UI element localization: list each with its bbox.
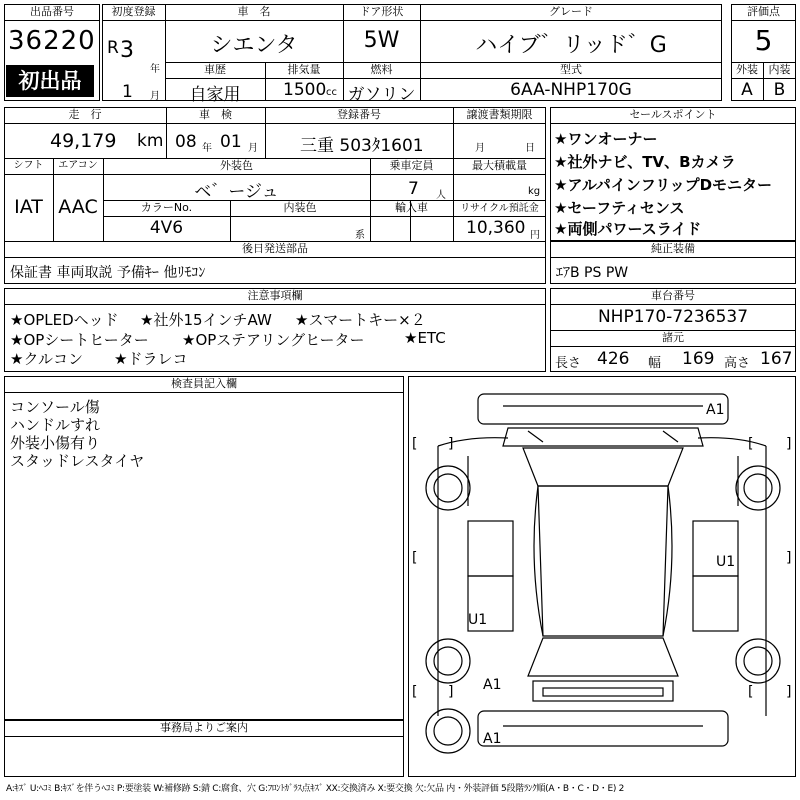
inspector-note: コンソール傷 [10, 398, 100, 416]
exterior-color: ベ゛ージュ [194, 182, 279, 202]
import-label: 輸入車 [395, 201, 428, 214]
inspector-note: スタッドレスタイヤ [10, 452, 145, 470]
length: 426 [597, 349, 630, 369]
sales-points-label: セールスポイント [629, 108, 717, 121]
first-registration-label: 初度登録 [111, 5, 156, 18]
svg-text:]: ] [786, 436, 792, 452]
registration-year: 3 [120, 38, 134, 63]
equipment: ｴｱB PS PW [556, 265, 629, 281]
fuel: ガソリン [347, 85, 416, 105]
car-diagram [408, 376, 796, 777]
note-item: ★ドラレコ [114, 350, 188, 368]
month-unit: 月 [150, 91, 160, 102]
sales-point: ★社外ナビ、TV、Bカメラ [554, 153, 736, 171]
interior-label: 内装 [768, 63, 791, 76]
width-label: 幅 [648, 356, 662, 371]
svg-text:[: [ [748, 684, 754, 700]
inspector-label: 検査員記入欄 [171, 377, 237, 390]
car-name: シエンタ [210, 33, 298, 58]
sales-point: ★ワンオーナー [554, 130, 658, 148]
damage-mark: U1 [468, 612, 488, 628]
model-code: 6AA-NHP170G [510, 80, 632, 100]
history-label: 車歴 [204, 63, 226, 76]
era: R [107, 38, 119, 58]
first-listing-badge: 初出品 [6, 65, 94, 97]
interior-color-unit: 系 [355, 230, 365, 241]
height: 167 [760, 349, 793, 369]
note-item: ★社外15インチAW [140, 311, 272, 329]
displacement-label: 排気量 [287, 63, 321, 76]
svg-text:]: ] [448, 684, 454, 700]
transfer-day-unit: 日 [525, 143, 535, 154]
mileage-unit: km [137, 131, 164, 151]
parts: 保証書 車両取説 予備ｷｰ 他ﾘﾓｺﾝ [10, 265, 206, 281]
door-type: 5W [363, 28, 400, 53]
score: 5 [754, 24, 773, 57]
damage-mark: U1 [716, 554, 736, 570]
note-item: ★OPLEDヘッド [10, 311, 119, 329]
note-item: ★スマートキー×２ [295, 311, 426, 329]
displacement: 1500 [283, 80, 327, 100]
notes-label: 注意事項欄 [247, 289, 303, 302]
chassis-label: 車台番号 [651, 289, 695, 302]
model-label: 型式 [560, 63, 582, 76]
year-unit: 年 [150, 64, 160, 75]
note-item: ★クルコン [10, 350, 83, 368]
lot-number-label: 出品番号 [30, 5, 74, 18]
inspector-note: ハンドルすれ [10, 416, 101, 434]
svg-text:[: [ [412, 550, 418, 566]
displacement-unit: cc [326, 87, 337, 98]
inspection-month-unit: 月 [248, 143, 258, 154]
capacity-unit: 人 [436, 190, 446, 201]
svg-text:]: ] [786, 550, 792, 566]
damage-mark: A1 [483, 731, 502, 747]
registration-month: 1 [122, 82, 133, 102]
color-number-label: カラーNo. [140, 201, 193, 214]
width: 169 [682, 349, 715, 369]
inspector-note: 外装小傷有り [10, 434, 101, 452]
note-item: ★OPステアリングヒーター [182, 331, 365, 349]
inspection-year: 08 [175, 132, 197, 152]
legend: A:ｷｽﾞ U:ﾍｺﾐ B:ｷｽﾞを伴うﾍｺﾐ P:要塗装 W:補修跡 S:錆 C:腐食、穴 G:ﾌﾛﾝﾄｶﾞﾗｽ点ｷｽﾞ XX:交換済み X:要交換 欠:欠品 内・外装評価 5段階ﾗﾝｸ順(A・B・C・D・E) 2 [6, 784, 625, 794]
svg-text:[: [ [412, 684, 418, 700]
grade-label: グレード [549, 5, 593, 18]
color-number: 4V6 [149, 218, 184, 238]
length-label: 長さ [555, 356, 582, 371]
shift-label: シフト [13, 160, 44, 171]
sales-point: ★両側パワースライド [554, 220, 702, 238]
note-item: ★ETC [404, 329, 446, 347]
capacity: 7 [408, 179, 419, 199]
svg-text:[: [ [748, 436, 754, 452]
capacity-label: 乗車定員 [389, 159, 434, 172]
svg-text:]: ] [448, 436, 454, 452]
inspection-month: 01 [220, 132, 242, 152]
height-label: 高さ [724, 356, 751, 371]
mileage-label: 走 行 [68, 108, 102, 121]
chassis-number: NHP170-7236537 [597, 307, 749, 327]
history: 自家用 [189, 85, 241, 105]
recycle-unit: 円 [530, 230, 540, 241]
inspection-year-unit: 年 [202, 143, 212, 154]
max-load-unit: kg [528, 186, 541, 197]
inspection-label: 車 検 [199, 108, 232, 121]
shift: IAT [14, 196, 43, 218]
interior-grade: B [773, 80, 786, 100]
transfer-deadline-label: 譲渡書類期限 [466, 108, 533, 121]
equipment-label: 純正装備 [651, 242, 695, 255]
exterior-label: 外装 [736, 63, 758, 76]
dimensions-label: 諸元 [662, 331, 684, 344]
exterior-grade: A [741, 80, 753, 100]
svg-text:]: ] [786, 684, 792, 700]
fuel-label: 燃料 [370, 63, 393, 76]
transfer-month-unit: 月 [475, 143, 485, 154]
office-label: 事務局よりご案内 [160, 721, 248, 734]
registration-number: 三重 503ﾀ1601 [300, 136, 424, 156]
sales-point: ★アルパインフリップDモニター [554, 176, 773, 194]
lot-number: 36220 [8, 26, 96, 56]
recycle-label: リサイクル預託金 [460, 203, 539, 214]
car-name-label: 車 名 [237, 5, 271, 18]
mileage: 49,179 [50, 130, 117, 152]
grade: ハイブ゛リッド゛G [475, 33, 667, 58]
damage-mark: A1 [483, 677, 502, 693]
sales-point: ★セーフティセンス [554, 199, 685, 217]
air-conditioner: AAC [58, 196, 98, 218]
damage-mark: A1 [706, 402, 725, 418]
svg-text:[: [ [412, 436, 418, 452]
score-label: 評価点 [747, 5, 780, 18]
exterior-color-label: 外装色 [220, 159, 253, 172]
ac-label: エアコン [58, 160, 98, 171]
max-load-label: 最大積載量 [472, 159, 527, 172]
note-item: ★OPシートヒーター [10, 331, 149, 349]
interior-color-label: 内装色 [283, 201, 317, 214]
door-label: ドア形状 [359, 5, 404, 18]
parts-label: 後日発送部品 [242, 242, 308, 255]
registration-number-label: 登録番号 [337, 108, 381, 121]
recycle-deposit: 10,360 [466, 218, 526, 238]
